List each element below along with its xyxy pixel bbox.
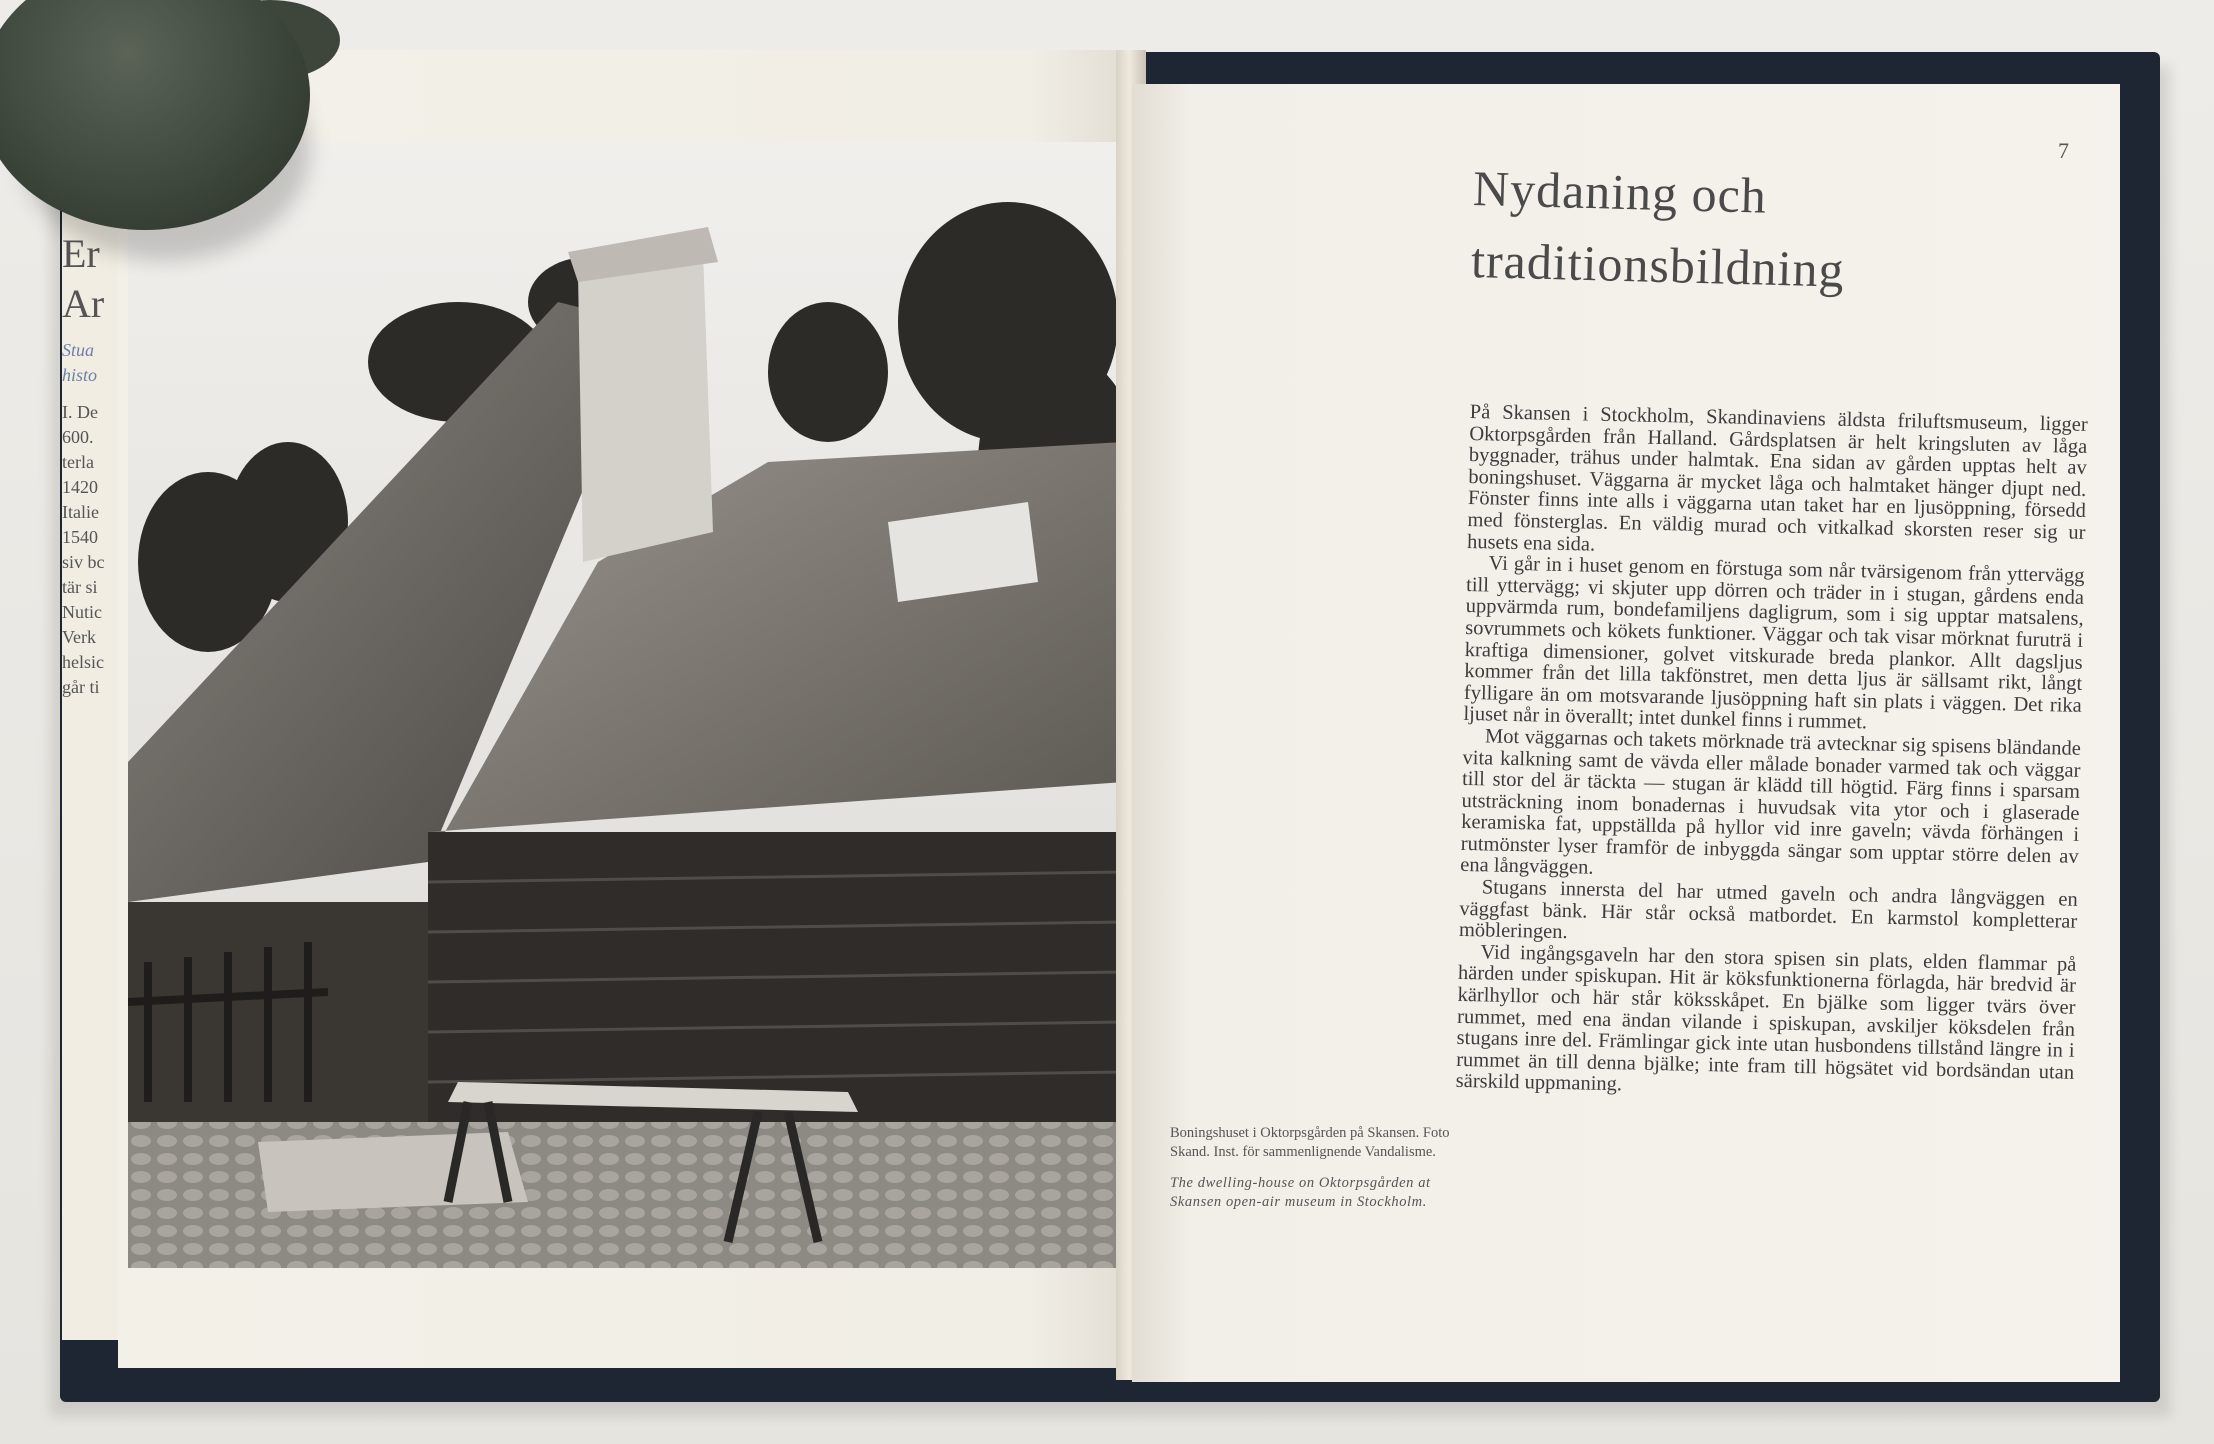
jacket-title-line: Ar [62, 281, 105, 326]
jacket-text-line: 1540 [62, 527, 98, 547]
jacket-text-line: går ti [62, 677, 100, 697]
farmhouse-photograph [128, 142, 1124, 1268]
jacket-text-line: tär si [62, 577, 98, 597]
chapter-title [1470, 152, 1847, 306]
paragraph: Vid ingångsgaveln har den stora spisen sin plats, elden flammar på härden under spiskupan. Hit är köksfunktionerna förlagda, här bredvid är kärlhyllor och här står köksskåpet. En bjälke som ligger tvärs över rummet, med ena ändan vilande i spiskupan, avskiljer köksdelen från stugans inre del. Främlingar gick inte utan husbondens tillstånd längre in i rummet än till denna bjälke; inte fram till högsätet vid bordsändan utan särskild uppmaning. [1455, 941, 2077, 1096]
paragraph: Vi går in i huset genom en förstuga som når tvärsigenom från yttervägg till yttervägg; vi skjuter upp dörren och träder in i stugan, gårdens enda uppvärmda rum, bondefamiljens dagligrum, som i sig upptar matsalens, sovrummets och kökets funktioner. Väggar och tak visar mörknat furuträ i kraftiga dimensioner, golvet vitskurade breda plankor. Allt dagsljus kommer från det lilla takfönstret, men detta ljus är sällsamt rikt, långt fylligare än om motsvarande ljusöppning haft sin plats i väggen. Det rika ljuset når in överallt; intet dunkel finns i rummet. [1463, 552, 2085, 734]
jacket-text-line: Verk [62, 627, 96, 647]
jacket-text-line: 1420 [62, 477, 98, 497]
stone-step [258, 1132, 528, 1212]
paragraph: Stugans innersta del har utmed gaveln och andra långväggen en väggfast bänk. Här står också matbordet. En karmstol kompletterar möbleringen. [1458, 876, 2078, 944]
chapter-title-line: Nydaning och [1472, 159, 1768, 224]
chapter-title-line: traditionsbildning [1470, 231, 1846, 298]
jacket-text-line: Nutic [62, 602, 102, 622]
chimney [578, 252, 713, 562]
jacket-text-line: helsic [62, 652, 104, 672]
jacket-text-line: 600. [62, 427, 94, 447]
page-number: 7 [2058, 138, 2069, 163]
paragraph: Mot väggarnas och takets mörknade trä avtecknar sig spisens bländande vita kalkning samt de vävda eller målade bonader varmed tak och väggar till stor del är täckta — stugan är klädd till högtid. Färg finns i sparsam utsträckning inom bonadernas i huvudsak vita ytor och i glaserade keramiska fat, uppställda på hyllor vid inre gaveln; vävda förhängen i rutmönster lyser framför de inbyggda sängar som upptar större delen av ena långväggen. [1460, 725, 2082, 880]
paragraph: På Skansen i Stockholm, Skandinaviens äldsta friluftsmuseum, ligger Oktorpsgården från Halland. Gårdsplatsen är helt kringsluten av låga byggnader, trähus under halmtak. Ena sidan av gården upptas helt av boningshuset. Väggarna är mycket låga och halmtaket hänger djupt ned. Fönster finns inte alls i väggarna utan taket har en ljusöppning, försedd med fönsterglas. En väldig murad och vitkalkad skorsten reser sig ur husets ena sida. [1466, 401, 2088, 556]
jacket-text-line: Italie [62, 502, 99, 522]
caption-swedish: Boningshuset i Oktorpsgården på Skansen. Foto Skand. Inst. för sammenlignende Vandalisme. [1170, 1125, 1450, 1160]
jacket-text-line: terla [62, 452, 94, 472]
jacket-subtitle-line: Stua [62, 340, 95, 360]
photo-caption [1170, 1124, 1450, 1224]
photo-drawing [128, 142, 1124, 1268]
jacket-text-line: I. De [62, 402, 98, 422]
caption-english: The dwelling-house on Oktorpsgården at Skansen open-air museum in Stockholm. [1170, 1175, 1431, 1210]
body-text [1456, 402, 2088, 1106]
jacket-text-line: siv bc [62, 552, 105, 572]
jacket-title-line: Er [62, 231, 100, 276]
jacket-subtitle-line: histo [62, 365, 98, 385]
left-wall [128, 902, 428, 1152]
